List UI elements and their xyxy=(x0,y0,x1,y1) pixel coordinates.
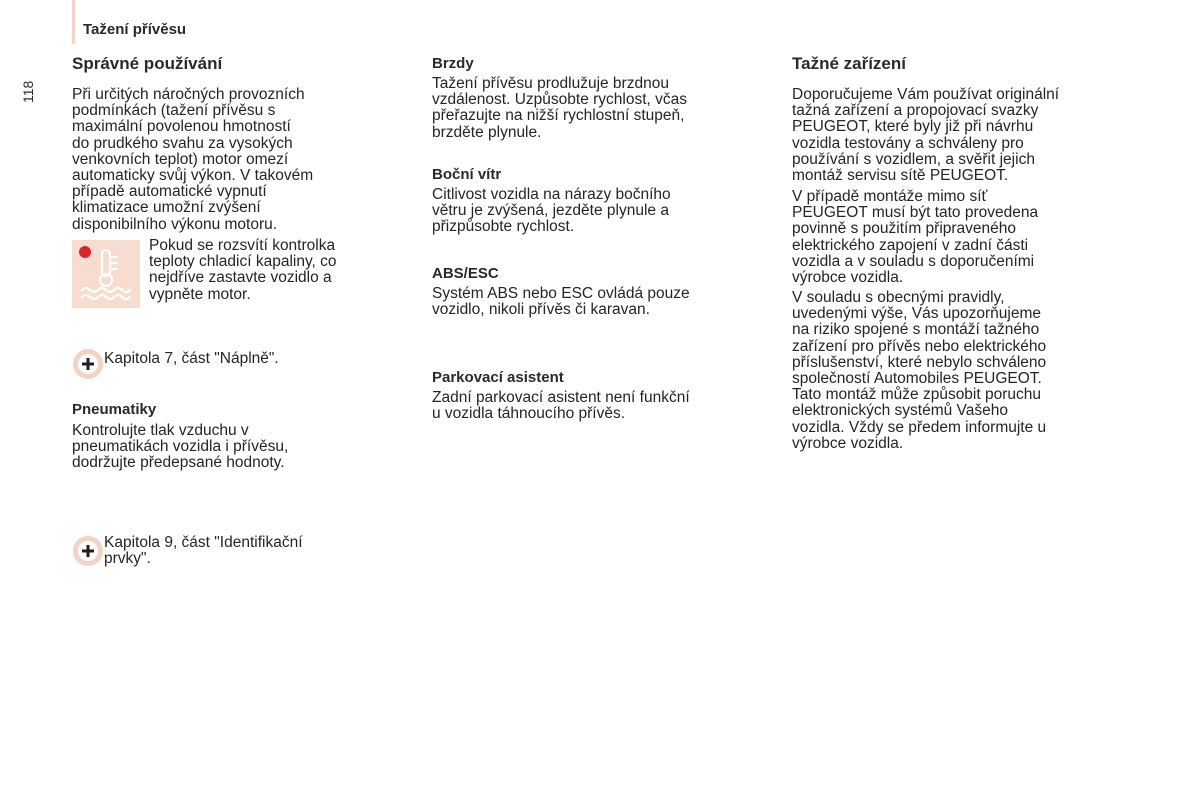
subtitle-tyres: Pneumatiky xyxy=(72,401,157,418)
reference-identification-text: Kapitola 9, část "Identifikační prvky". xyxy=(104,534,303,568)
plus-reference-icon xyxy=(72,348,104,380)
subtitle-abs-esc: ABS/ESC xyxy=(432,265,499,282)
brakes-text: Tažení přívěsu prodlužuje brzdnou vzdálenost. Uzpůsobte rychlost, včas přeřazujte na nižší rychlostní stupeň, brzděte plynule. xyxy=(432,75,688,141)
towbar-paragraph-1: Doporučujeme Vám používat originální tažná zařízení a propojovací svazky PEUGEOT, které byly již při návrhu vozidla testovány a schváleny pro používání s vozidlem, a svěřit jejich montáž servisu sítě PEUGEOT. xyxy=(792,86,1060,185)
page-number: 118 xyxy=(20,80,36,103)
subtitle-parking-assist: Parkovací asistent xyxy=(432,369,564,386)
towbar-paragraph-3: V souladu s obecnými pravidly, uvedenými výše, Vás upozorňujeme na riziko spojené s montáží tažného zařízení pro přívěs nebo elektrického příslušenství, které nebylo schváleno společností Automobiles PEUGEOT. Tato montáž může způsobit poruchu elektronických systémů Vašeho vozidla. Vždy se předem informujte u výrobce vozidla. xyxy=(792,289,1047,452)
section-title-correct-use: Správné používání xyxy=(72,54,223,73)
coolant-temperature-warning-icon xyxy=(72,240,140,308)
column-towbar xyxy=(792,52,1132,452)
correct-use-text: Při určitých náročných provozních podmínkách (tažení přívěsu s maximální povolenou hmotností do prudkého svahu za vysokých venkovních teplot) motor omezí automaticky svůj výkon. V takovém případě automatické vypnutí klimatizace umožní zvýšení disponibilního výkonu motoru. xyxy=(72,86,314,233)
tyres-text: Kontrolujte tlak vzduchu v pneumatikách vozidla i přívěsu, dodržujte předepsané hodnoty. xyxy=(72,422,289,472)
reference-identification[interactable] xyxy=(72,535,303,567)
towbar-paragraph-2: V případě montáže mimo síť PEUGEOT musí být tato provedena povinně s použitím připraveného elektrického zapojení v zadní části vozidla a v souladu s doporučeními výrobce vozidla. xyxy=(792,188,1039,287)
plus-reference-icon xyxy=(72,535,104,567)
side-wind-text: Citlivost vozidla na nárazy bočního větru je zvýšená, jezděte plynule a přizpůsobte rychlost. xyxy=(432,186,671,236)
reference-fluids[interactable] xyxy=(72,348,279,380)
section-title-towbar: Tažné zařízení xyxy=(792,54,906,73)
column-correct-use xyxy=(72,52,392,568)
reference-fluids-text: Kapitola 7, část "Náplně". xyxy=(104,350,279,367)
coolant-warning-text: Pokud se rozsvítí kontrolka teploty chladicí kapaliny, co nejdříve zastavte vozidlo a vypněte motor. xyxy=(149,237,337,303)
subtitle-brakes: Brzdy xyxy=(432,55,474,72)
page-section-title: Tažení přívěsu xyxy=(83,21,187,38)
abs-esc-text: Systém ABS nebo ESC ovládá pouze vozidlo, nikoli přívěs či karavan. xyxy=(432,285,690,319)
header-accent-bar xyxy=(72,0,75,44)
subtitle-side-wind: Boční vítr xyxy=(432,166,502,183)
parking-assist-text: Zadní parkovací asistent není funkční u vozidla táhnoucího přívěs. xyxy=(432,389,690,423)
coolant-warning-box xyxy=(72,240,140,308)
